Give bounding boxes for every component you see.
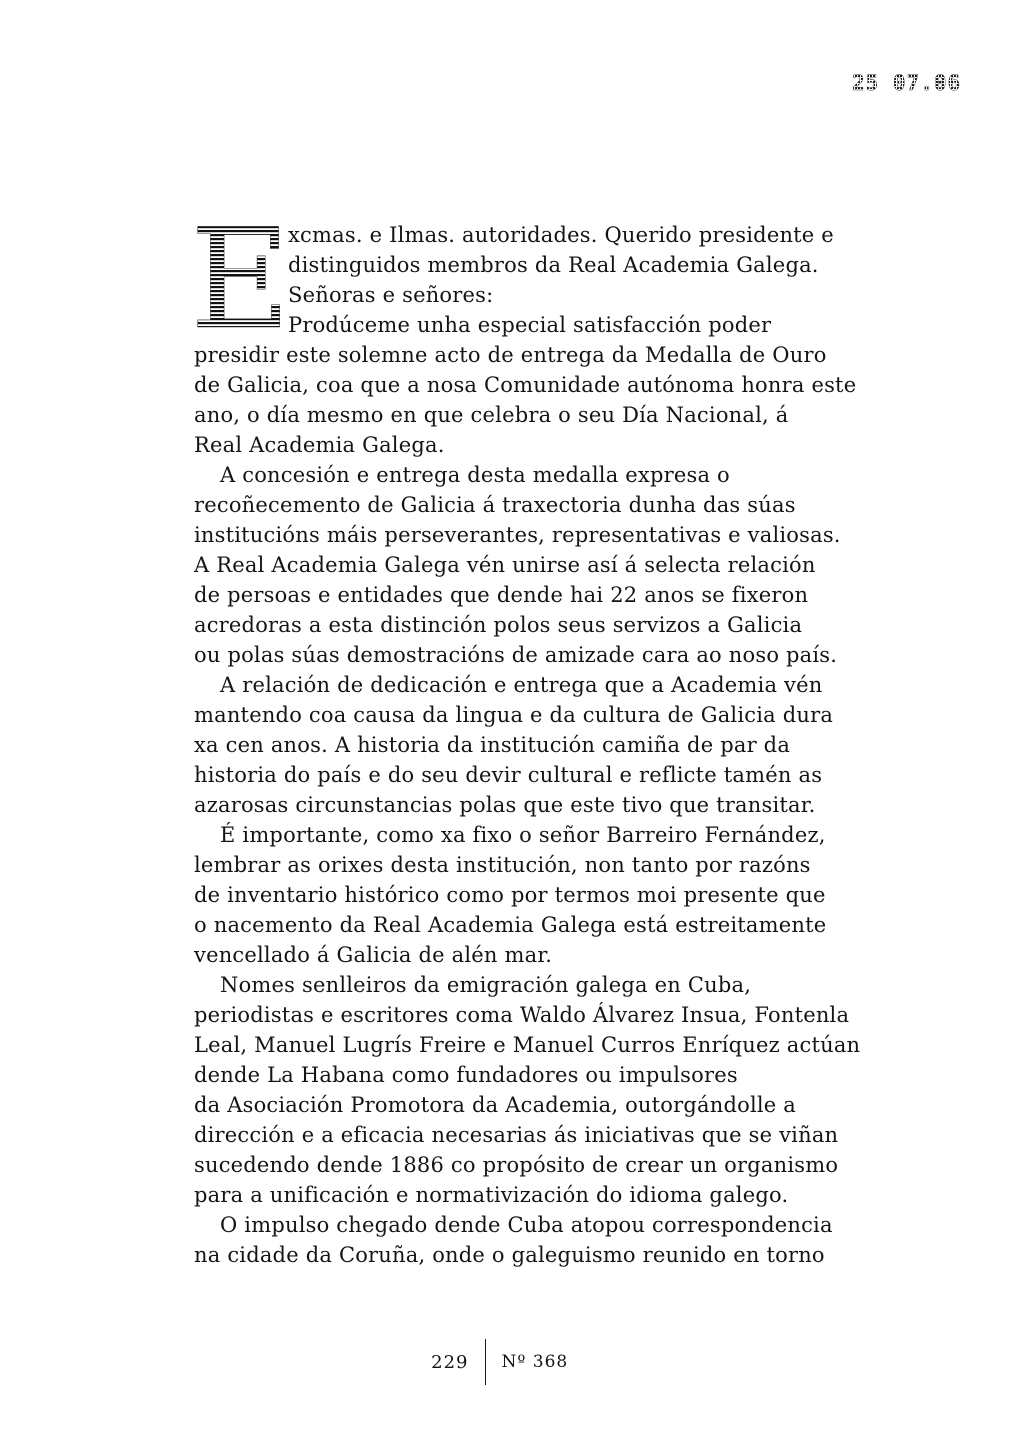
text-line: ou polas súas demostracións de amizade cara ao noso país.: [194, 643, 838, 667]
text-line: dende La Habana como fundadores ou impulsores: [194, 1063, 738, 1087]
text-line: de inventario histórico como por termos moi presente que: [194, 883, 826, 907]
body-text: [194, 220, 861, 1270]
text-line: O impulso chegado dende Cuba atopou correspondencia: [220, 1213, 833, 1237]
text-line: periodistas e escritores coma Waldo Álvarez Insua, Fontenla: [194, 1003, 850, 1027]
text-line: institucións máis perseverantes, representativas e valiosas.: [194, 523, 841, 547]
page-footer: [0, 1338, 1010, 1386]
text-line: distinguidos membros da Real Academia Galega.: [288, 253, 819, 277]
text-line: Nomes senlleiros da emigración galega en Cuba,: [220, 973, 752, 997]
date-stamp: [852, 66, 962, 104]
issue-number: Nº 368: [501, 1352, 569, 1372]
text-line: A Real Academia Galega vén unirse así á selecta relación: [194, 553, 816, 577]
page-number: 229: [431, 1351, 469, 1373]
text-line: o nacemento da Real Academia Galega está estreitamente: [194, 913, 827, 937]
text-line: de Galicia, coa que a nosa Comunidade autónoma honra este: [194, 373, 857, 397]
text-line: presidir este solemne acto de entrega da Medalla de Ouro: [194, 343, 827, 367]
dropcap-letter: E: [194, 226, 286, 330]
text-line: lembrar as orixes desta institución, non tanto por razóns: [194, 853, 811, 877]
text-line: para a unificación e normativización do idioma galego.: [194, 1183, 789, 1207]
text-line: É importante, como xa fixo o señor Barreiro Fernández,: [220, 823, 826, 847]
text-line: recoñecemento de Galicia á traxectoria dunha das súas: [194, 493, 796, 517]
text-line: Real Academia Galega.: [194, 433, 445, 457]
text-line: acredoras a esta distinción polos seus servizos a Galicia: [194, 613, 803, 637]
date-stamp-graphic: [852, 66, 962, 100]
text-line: Prodúceme unha especial satisfacción poder: [288, 313, 772, 337]
text-line: mantendo coa causa da lingua e da cultura de Galicia dura: [194, 703, 834, 727]
text-line: xcmas. e Ilmas. autoridades. Querido presidente e: [288, 223, 834, 247]
text-line: azarosas circunstancias polas que este tivo que transitar.: [194, 793, 816, 817]
text-line: xa cen anos. A historia da institución camiña de par da: [194, 733, 791, 757]
dropcap: [194, 226, 286, 330]
text-line: da Asociación Promotora da Academia, outorgándolle a: [194, 1093, 796, 1117]
text-line: historia do país e do seu devir cultural e reflicte tamén as: [194, 763, 823, 787]
dropcap-graphic: [194, 226, 286, 330]
text-line: sucedendo dende 1886 co propósito de crear un organismo: [194, 1153, 839, 1177]
text-line: Leal, Manuel Lugrís Freire e Manuel Curros Enríquez actúan: [194, 1033, 861, 1057]
text-line: Señoras e señores:: [288, 283, 494, 307]
text-line: ano, o día mesmo en que celebra o seu Día Nacional, á: [194, 403, 789, 427]
text-line: A concesión e entrega desta medalla expresa o: [220, 463, 730, 487]
text-line: dirección e a eficacia necesarias ás iniciativas que se viñan: [194, 1123, 839, 1147]
text-line: vencellado á Galicia de alén mar.: [194, 943, 553, 967]
date-stamp-text: 25 07.06: [852, 71, 962, 95]
text-lines: [194, 220, 861, 1270]
text-line: de persoas e entidades que dende hai 22 anos se fixeron: [194, 583, 809, 607]
text-line: A relación de dedicación e entrega que a Academia vén: [220, 673, 823, 697]
text-line: na cidade da Coruña, onde o galeguismo reunido en torno: [194, 1243, 825, 1267]
